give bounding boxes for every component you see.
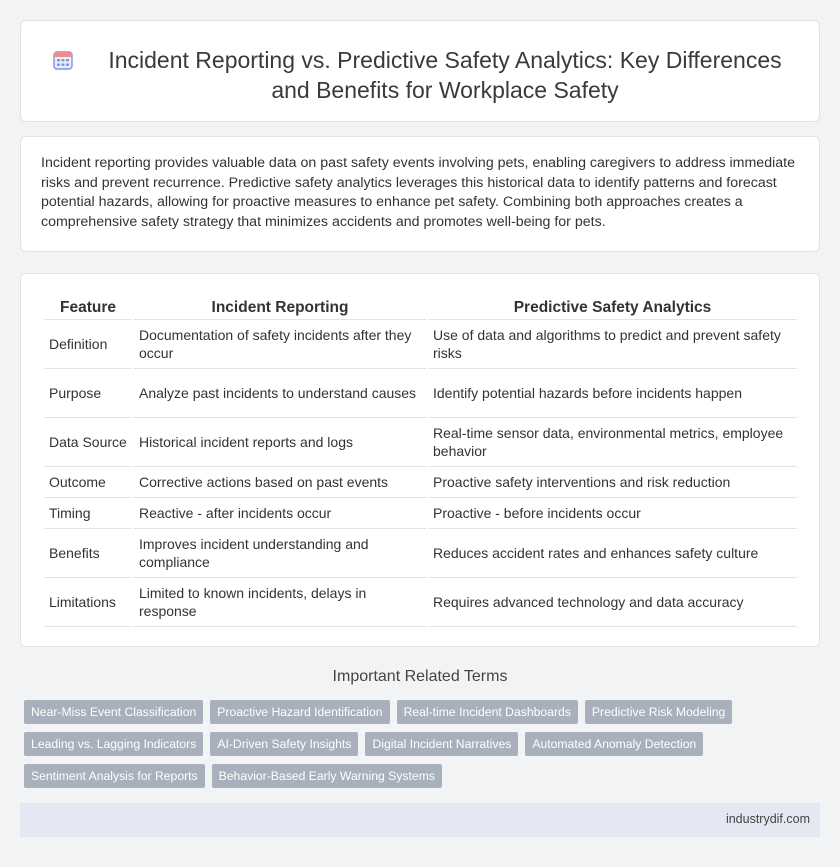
comparison-table-card bbox=[20, 273, 820, 647]
related-term-tag[interactable]: Near-Miss Event Classification bbox=[24, 700, 203, 724]
related-term-tag[interactable]: Predictive Risk Modeling bbox=[585, 700, 732, 724]
feature-cell: Definition bbox=[44, 320, 132, 369]
feature-cell: Timing bbox=[44, 498, 132, 529]
header-card bbox=[20, 20, 820, 122]
related-term-tag[interactable]: Leading vs. Lagging Indicators bbox=[24, 732, 203, 756]
column-header-predictive-analytics: Predictive Safety Analytics bbox=[428, 294, 797, 320]
related-term-tag[interactable]: AI-Driven Safety Insights bbox=[210, 732, 358, 756]
related-term-tag[interactable]: Digital Incident Narratives bbox=[365, 732, 518, 756]
column-header-feature: Feature bbox=[44, 294, 132, 320]
related-term-tag[interactable]: Automated Anomaly Detection bbox=[525, 732, 703, 756]
feature-cell: Benefits bbox=[44, 529, 132, 578]
predictive-analytics-cell: Identify potential hazards before incidents happen bbox=[428, 369, 797, 418]
incident-reporting-cell: Improves incident understanding and compliance bbox=[134, 529, 426, 578]
comparison-table bbox=[42, 294, 799, 627]
feature-cell: Outcome bbox=[44, 467, 132, 498]
table-row bbox=[44, 578, 797, 627]
table-row bbox=[44, 418, 797, 467]
predictive-analytics-cell: Use of data and algorithms to predict and prevent safety risks bbox=[428, 320, 797, 369]
predictive-analytics-cell: Reduces accident rates and enhances safety culture bbox=[428, 529, 797, 578]
footer-site-link[interactable]: industrydif.com bbox=[725, 812, 810, 826]
related-terms-title: Important Related Terms bbox=[332, 668, 508, 685]
feature-cell: Purpose bbox=[44, 369, 132, 418]
incident-reporting-cell: Documentation of safety incidents after they occur bbox=[134, 320, 426, 369]
predictive-analytics-cell: Requires advanced technology and data accuracy bbox=[428, 578, 797, 627]
predictive-analytics-cell: Proactive - before incidents occur bbox=[428, 498, 797, 529]
table-row bbox=[44, 369, 797, 418]
related-term-tag[interactable]: Proactive Hazard Identification bbox=[210, 700, 389, 724]
related-term-tag[interactable]: Behavior-Based Early Warning Systems bbox=[212, 764, 442, 788]
column-header-incident-reporting: Incident Reporting bbox=[134, 294, 426, 320]
incident-reporting-cell: Reactive - after incidents occur bbox=[134, 498, 426, 529]
page-title: Incident Reporting vs. Predictive Safety Analytics: Key Differences and Benefits for Workplace Safety bbox=[108, 47, 782, 103]
intro-paragraph: Incident reporting provides valuable data on past safety events involving pets, enabling caregivers to address immediate risks and prevent recurrence. Predictive safety analytics leverages this historical data to identify patterns and forecast potential hazards, allowing for proactive measures to enhance pet safety. Combining both approaches creates a comprehensive safety strategy that minimizes accidents and promotes well-being for pets. bbox=[41, 155, 795, 230]
incident-reporting-cell: Corrective actions based on past events bbox=[134, 467, 426, 498]
table-row bbox=[44, 498, 797, 529]
incident-reporting-cell: Historical incident reports and logs bbox=[134, 418, 426, 467]
related-terms-tags bbox=[24, 700, 814, 796]
tag-row bbox=[24, 732, 814, 756]
predictive-analytics-cell: Proactive safety interventions and risk reduction bbox=[428, 467, 797, 498]
intro-card bbox=[20, 136, 820, 252]
tag-row bbox=[24, 700, 814, 724]
feature-cell: Limitations bbox=[44, 578, 132, 627]
table-row bbox=[44, 529, 797, 578]
incident-reporting-cell: Analyze past incidents to understand causes bbox=[134, 369, 426, 418]
predictive-analytics-cell: Real-time sensor data, environmental metrics, employee behavior bbox=[428, 418, 797, 467]
table-row bbox=[44, 320, 797, 369]
footer bbox=[20, 803, 820, 837]
related-term-tag[interactable]: Sentiment Analysis for Reports bbox=[24, 764, 205, 788]
related-term-tag[interactable]: Real-time Incident Dashboards bbox=[397, 700, 578, 724]
table-header-row bbox=[44, 294, 797, 320]
tag-row bbox=[24, 764, 814, 788]
incident-reporting-cell: Limited to known incidents, delays in response bbox=[134, 578, 426, 627]
feature-cell: Data Source bbox=[44, 418, 132, 467]
table-row bbox=[44, 467, 797, 498]
